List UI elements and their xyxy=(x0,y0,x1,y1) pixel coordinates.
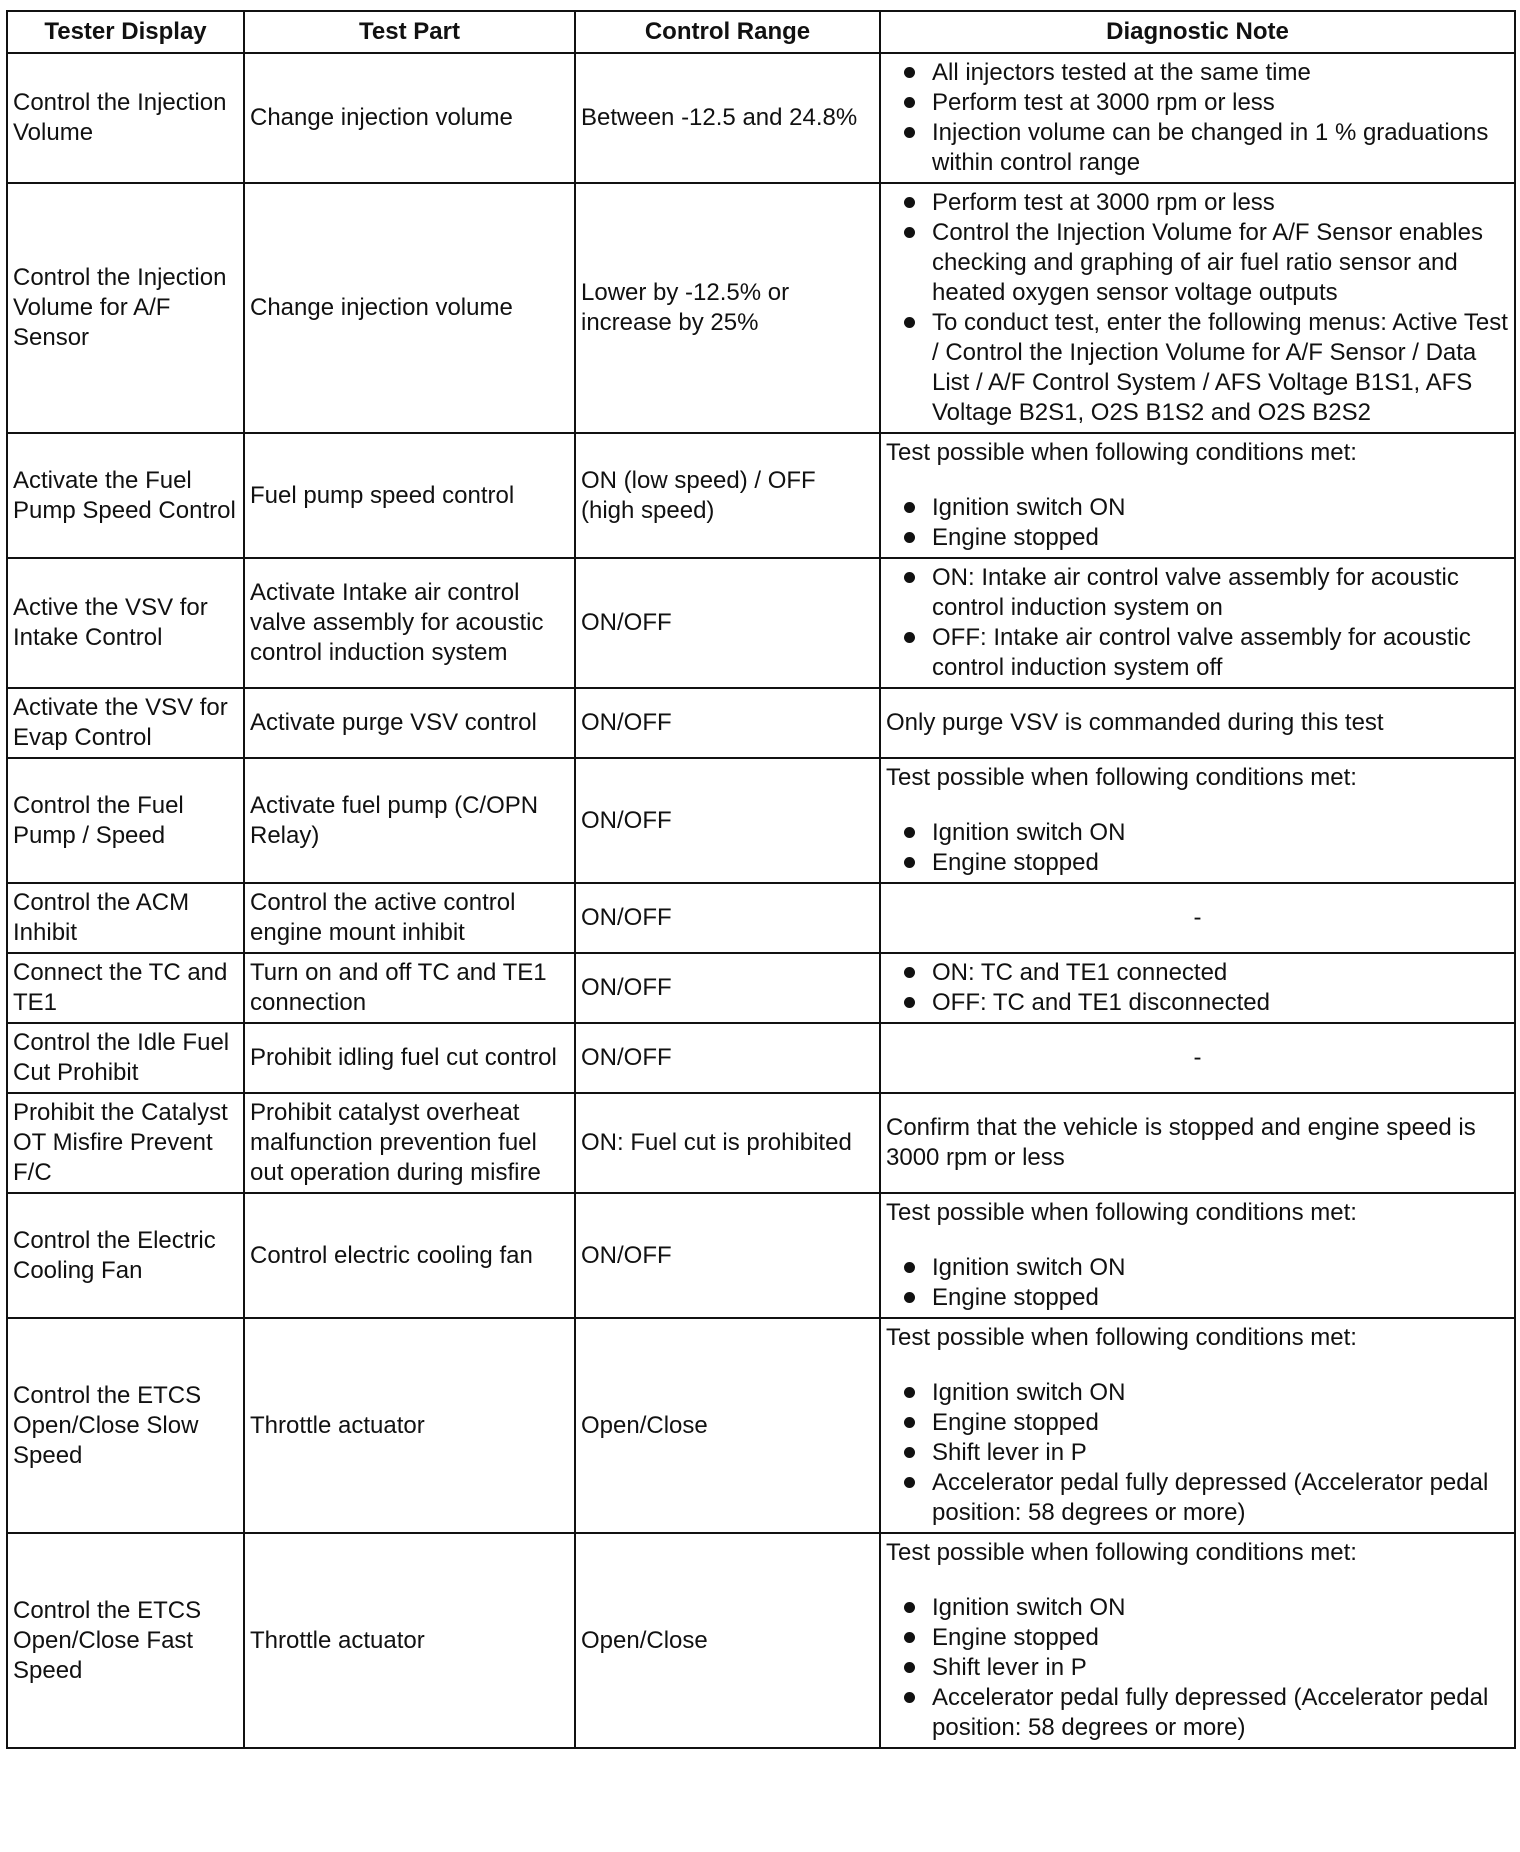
table-row xyxy=(7,758,1515,883)
note-bullet-item: Shift lever in P xyxy=(886,1653,1509,1683)
table-row xyxy=(7,1533,1515,1748)
note-intro: Test possible when following conditions met: xyxy=(886,764,1357,791)
note-bullet-item: Engine stopped xyxy=(886,848,1509,878)
note-bullet-list xyxy=(886,58,1509,178)
tester-display-cell: Control the ACM Inhibit xyxy=(7,883,244,953)
header-control-range: Control Range xyxy=(575,11,880,53)
tester-display-cell: Control the Injection Volume for A/F Sensor xyxy=(7,183,244,433)
control-range-cell: ON/OFF xyxy=(575,558,880,688)
note-intro: Test possible when following conditions met: xyxy=(886,439,1357,466)
diagnostic-note-cell xyxy=(880,758,1515,883)
note-bullet-list xyxy=(886,188,1509,428)
note-intro: Test possible when following conditions met: xyxy=(886,1324,1357,1351)
tester-display-cell: Control the ETCS Open/Close Slow Speed xyxy=(7,1318,244,1533)
table-row xyxy=(7,433,1515,558)
test-part-cell: Prohibit idling fuel cut control xyxy=(244,1023,575,1093)
note-bullet-item: To conduct test, enter the following menus: Active Test / Control the Injection Volume for A/F Sensor / Data List / A/F Control System / AFS Voltage B1S1, AFS Voltage B2S1, O2S B1S2 and O2S B2S2 xyxy=(886,308,1509,428)
diagnostic-note-cell xyxy=(880,688,1515,758)
test-part-cell: Control the active control engine mount inhibit xyxy=(244,883,575,953)
diagnostic-note-cell xyxy=(880,1023,1515,1093)
diagnostic-note-cell xyxy=(880,53,1515,183)
control-range-cell: ON/OFF xyxy=(575,1023,880,1093)
diagnostic-note-cell xyxy=(880,1533,1515,1748)
tester-display-cell: Control the ETCS Open/Close Fast Speed xyxy=(7,1533,244,1748)
note-bullet-item: Engine stopped xyxy=(886,1623,1509,1653)
test-part-cell: Turn on and off TC and TE1 connection xyxy=(244,953,575,1023)
note-bullet-item: Ignition switch ON xyxy=(886,818,1509,848)
test-part-cell: Change injection volume xyxy=(244,183,575,433)
diagnostic-note-cell xyxy=(880,558,1515,688)
tester-display-cell: Control the Fuel Pump / Speed xyxy=(7,758,244,883)
control-range-cell: ON/OFF xyxy=(575,953,880,1023)
control-range-cell: Open/Close xyxy=(575,1533,880,1748)
note-bullet-list xyxy=(886,1378,1509,1528)
note-text: Only purge VSV is commanded during this test xyxy=(886,709,1384,736)
active-test-table xyxy=(6,10,1516,1749)
tester-display-cell: Control the Electric Cooling Fan xyxy=(7,1193,244,1318)
table-body xyxy=(7,53,1515,1748)
test-part-cell: Control electric cooling fan xyxy=(244,1193,575,1318)
test-part-cell: Fuel pump speed control xyxy=(244,433,575,558)
note-bullet-list xyxy=(886,563,1509,683)
note-bullet-item: Ignition switch ON xyxy=(886,1378,1509,1408)
diagnostic-note-cell xyxy=(880,953,1515,1023)
diagnostic-note-cell xyxy=(880,1318,1515,1533)
table-row xyxy=(7,558,1515,688)
note-text: Confirm that the vehicle is stopped and engine speed is 3000 rpm or less xyxy=(886,1114,1476,1171)
note-intro: Test possible when following conditions met: xyxy=(886,1199,1357,1226)
test-part-cell: Activate fuel pump (C/OPN Relay) xyxy=(244,758,575,883)
header-row xyxy=(7,11,1515,53)
note-bullet-item: Engine stopped xyxy=(886,1408,1509,1438)
control-range-cell: ON: Fuel cut is prohibited xyxy=(575,1093,880,1193)
note-text: - xyxy=(1193,1044,1202,1071)
test-part-cell: Throttle actuator xyxy=(244,1318,575,1533)
test-part-cell: Throttle actuator xyxy=(244,1533,575,1748)
table-row xyxy=(7,1023,1515,1093)
note-bullet-item: Ignition switch ON xyxy=(886,493,1509,523)
control-range-cell: Lower by -12.5% or increase by 25% xyxy=(575,183,880,433)
header-diagnostic-note: Diagnostic Note xyxy=(880,11,1515,53)
note-bullet-item: Engine stopped xyxy=(886,1283,1509,1313)
diagnostic-note-cell xyxy=(880,1093,1515,1193)
note-bullet-item: Ignition switch ON xyxy=(886,1253,1509,1283)
tester-display-cell: Control the Idle Fuel Cut Prohibit xyxy=(7,1023,244,1093)
note-bullet-item: Injection volume can be changed in 1 % graduations within control range xyxy=(886,118,1509,178)
header-tester-display: Tester Display xyxy=(7,11,244,53)
tester-display-cell: Connect the TC and TE1 xyxy=(7,953,244,1023)
note-bullet-item: Perform test at 3000 rpm or less xyxy=(886,88,1509,118)
table-row xyxy=(7,1093,1515,1193)
note-bullet-item: Perform test at 3000 rpm or less xyxy=(886,188,1509,218)
control-range-cell: ON (low speed) / OFF (high speed) xyxy=(575,433,880,558)
tester-display-cell: Activate the Fuel Pump Speed Control xyxy=(7,433,244,558)
note-bullet-item: All injectors tested at the same time xyxy=(886,58,1509,88)
active-test-table-container xyxy=(6,10,1514,1749)
tester-display-cell: Active the VSV for Intake Control xyxy=(7,558,244,688)
tester-display-cell: Prohibit the Catalyst OT Misfire Prevent F/C xyxy=(7,1093,244,1193)
header-test-part: Test Part xyxy=(244,11,575,53)
table-row xyxy=(7,688,1515,758)
note-bullet-item: Control the Injection Volume for A/F Sensor enables checking and graphing of air fuel ratio sensor and heated oxygen sensor voltage outputs xyxy=(886,218,1509,308)
note-bullet-item: Shift lever in P xyxy=(886,1438,1509,1468)
test-part-cell: Activate purge VSV control xyxy=(244,688,575,758)
diagnostic-note-cell xyxy=(880,433,1515,558)
control-range-cell: Between -12.5 and 24.8% xyxy=(575,53,880,183)
table-row xyxy=(7,183,1515,433)
control-range-cell: Open/Close xyxy=(575,1318,880,1533)
note-bullet-item: Accelerator pedal fully depressed (Accelerator pedal position: 58 degrees or more) xyxy=(886,1468,1509,1528)
control-range-cell: ON/OFF xyxy=(575,688,880,758)
note-bullet-list xyxy=(886,818,1509,878)
table-row xyxy=(7,1318,1515,1533)
note-bullet-item: Engine stopped xyxy=(886,523,1509,553)
control-range-cell: ON/OFF xyxy=(575,883,880,953)
note-bullet-list xyxy=(886,958,1509,1018)
test-part-cell: Prohibit catalyst overheat malfunction prevention fuel out operation during misfire xyxy=(244,1093,575,1193)
control-range-cell: ON/OFF xyxy=(575,758,880,883)
diagnostic-note-cell xyxy=(880,1193,1515,1318)
table-row xyxy=(7,1193,1515,1318)
note-bullet-item: ON: TC and TE1 connected xyxy=(886,958,1509,988)
note-bullet-item: OFF: Intake air control valve assembly for acoustic control induction system off xyxy=(886,623,1509,683)
diagnostic-note-cell xyxy=(880,883,1515,953)
note-bullet-item: ON: Intake air control valve assembly for acoustic control induction system on xyxy=(886,563,1509,623)
table-row xyxy=(7,953,1515,1023)
control-range-cell: ON/OFF xyxy=(575,1193,880,1318)
test-part-cell: Activate Intake air control valve assembly for acoustic control induction system xyxy=(244,558,575,688)
tester-display-cell: Activate the VSV for Evap Control xyxy=(7,688,244,758)
note-bullet-list xyxy=(886,1253,1509,1313)
note-bullet-item: Accelerator pedal fully depressed (Accelerator pedal position: 58 degrees or more) xyxy=(886,1683,1509,1743)
diagnostic-note-cell xyxy=(880,183,1515,433)
note-bullet-item: Ignition switch ON xyxy=(886,1593,1509,1623)
note-text: - xyxy=(1193,904,1202,931)
note-bullet-list xyxy=(886,1593,1509,1743)
table-row xyxy=(7,883,1515,953)
test-part-cell: Change injection volume xyxy=(244,53,575,183)
note-intro: Test possible when following conditions met: xyxy=(886,1539,1357,1566)
note-bullet-item: OFF: TC and TE1 disconnected xyxy=(886,988,1509,1018)
table-row xyxy=(7,53,1515,183)
note-bullet-list xyxy=(886,493,1509,553)
tester-display-cell: Control the Injection Volume xyxy=(7,53,244,183)
